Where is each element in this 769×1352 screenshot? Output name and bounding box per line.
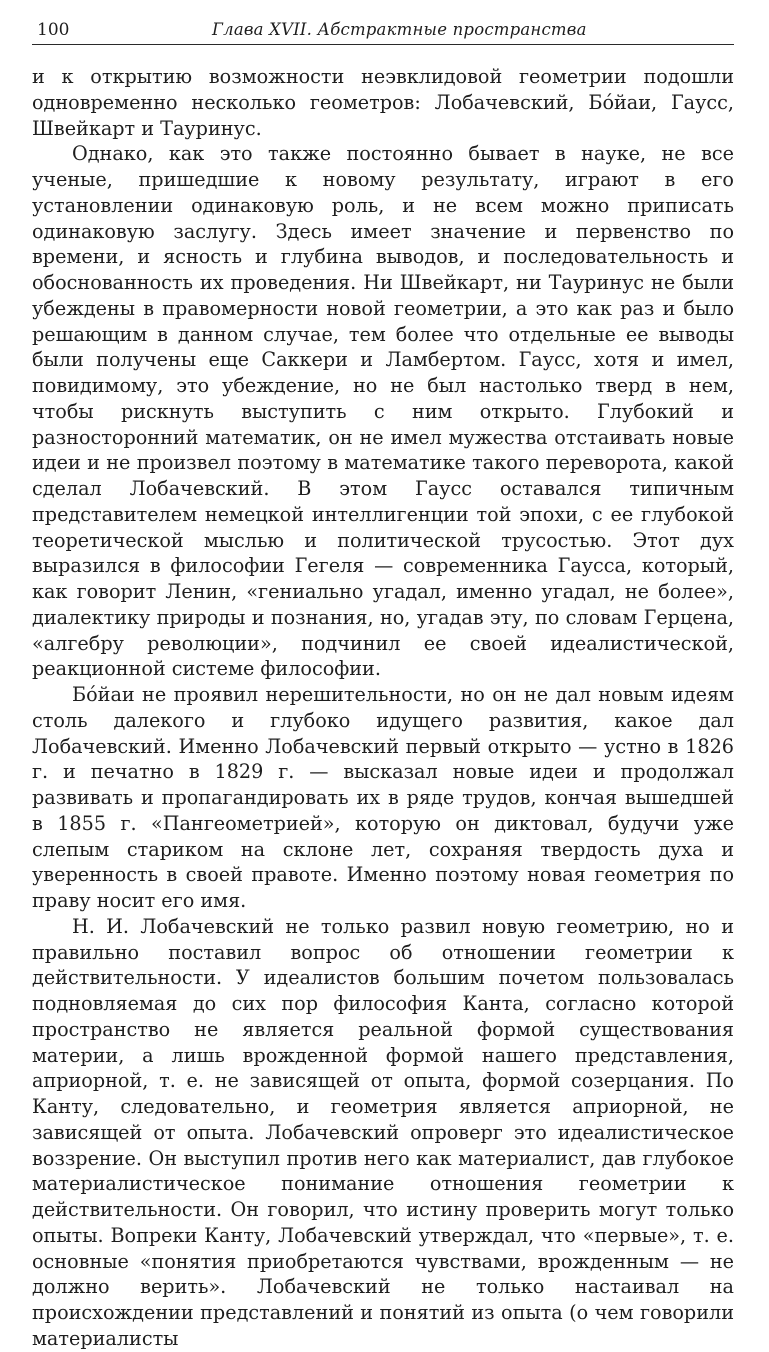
paragraph: Н. И. Лобачевский не только развил новую геометрию, но и правильно поставил вопрос об отношении геометрии к действительности. У идеалистов большим почетом пользовалась подновляемая до сих пор философия Канта, согласно которой пространство не является реальной формой существования материи, а лишь врожденной формой нашего представления, априорной, т. е. не зависящей от опыта, формой созерцания. По Канту, следовательно, и геометрия является априорной, не зависящей от опыта. Лобачевский опроверг это идеалистическое воззрение. Он выступил против него как материалист, дав глубокое материалистическое понимание отношения геометрии к действительности. Он говорил, что истину проверить могут только опыты. Вопреки Канту, Лобачевский утверждал, что «первые», т. е. основные «понятия приобретаются чувствами, врожденным — не должно верить». Лобачевский не только настаивал на происхождении представлений и понятий из опыта (о чем говорили материалисты bbox=[32, 914, 734, 1350]
body-text bbox=[32, 64, 734, 1352]
chapter-title: Глава XVII. Абстрактные пространства bbox=[212, 20, 587, 39]
running-header bbox=[32, 18, 734, 45]
paragraph-continuation: и к открытию возможности неэвклидовой геометрии подошли одновременно несколько геометров: Лобачевский, Бóйаи, Гаусс, Швейкарт и Тауринус. bbox=[32, 65, 734, 140]
page-number: 100 bbox=[37, 20, 70, 40]
paragraph: Однако, как это также постоянно бывает в науке, не все ученые, пришедшие к новому результату, играют в его установлении одинаковую роль, и не всем можно приписать одинаковую заслугу. Здесь имеет значение и первенство по времени, и ясность и глубина выводов, и последовательность и обоснованность их проведения. Ни Швейкарт, ни Тауринус не были убеждены в правомерности новой геометрии, а это как раз и было решающим в данном случае, тем более что отдельные ее выводы были получены еще Саккери и Ламбертом. Гаусс, хотя и имел, повидимому, это убеждение, но не был настолько тверд в нем, чтобы рискнуть выступить с ним открыто. Глубокий и разносторонний математик, он не имел мужества отстаивать новые идеи и не произвел поэтому в математике такого переворота, какой сделал Лобачевский. В этом Гаусс оставался типичным представителем немецкой интеллигенции той эпохи, с ее глубокой теоретической мыслью и политической трусостью. Этот дух выразился в философии Гегеля — современника Гаусса, который, как говорит Ленин, «гениально угадал, именно угадал, не более», диалектику природы и познания, но, угадав эту, по словам Герцена, «алгебру революции», подчинил ее своей идеалистической, реакционной системе философии. bbox=[32, 142, 734, 681]
paragraph: Бóйаи не проявил нерешительности, но он не дал новым идеям столь далекого и глубоко идущего развития, какое дал Лобачевский. Именно Лобачевский первый открыто — устно в 1826 г. и печатно в 1829 г. — высказал новые идеи и продолжал развивать и пропагандировать их в ряде трудов, кончая вышедшей в 1855 г. «Пангеометрией», которую он диктовал, будучи уже слепым стариком на склоне лет, сохраняя твердость духа и уверенность в своей правоте. Именно поэтому новая геометрия по праву носит его имя. bbox=[32, 683, 734, 912]
